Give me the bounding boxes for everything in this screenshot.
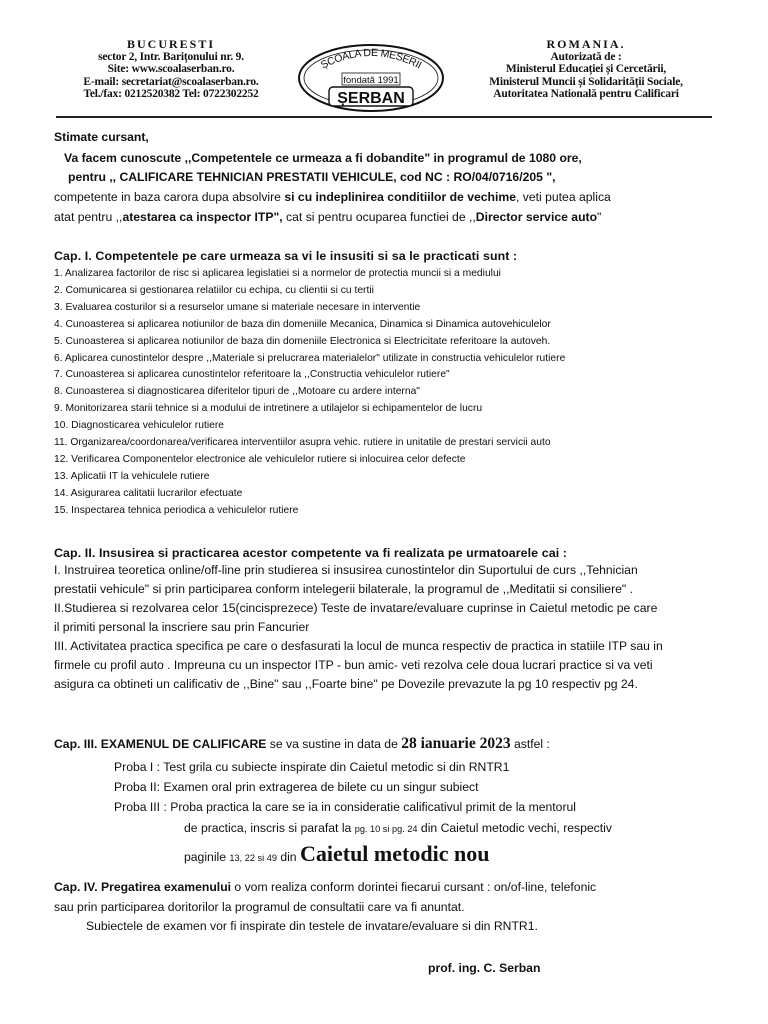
cap4-line-3: Subiectele de examen vor fi inspirate din testele de invatare/evaluare si din RNTR1.	[86, 919, 538, 933]
cap4-title: Cap. IV. Pregatirea examenului	[54, 880, 232, 894]
school-address: sector 2, Intr. Barițonului nr. 9.	[98, 50, 244, 63]
list-item: 2. Comunicarea si gestionarea relatiilor cu echipa, cu clientii si cu tertii	[54, 284, 374, 296]
intro-line-3: competente in baza carora dupa absolvire si cu indeplinirea conditiilor de vechime, veti putea aplica	[54, 190, 611, 204]
cap2-line: asigura ca obtineti un calificativ de ,,Bine" sau ,,Foarte bine" pe Dovezile prevazute la pg 10 respectiv pg 24.	[54, 677, 638, 691]
cap2-line: III. Activitatea practica specifica pe care o desfasurati la locul de munca respectiv de practica in statiile ITP sau in	[54, 639, 663, 653]
signature: prof. ing. C. Serban	[428, 961, 541, 975]
intro-line-1: Va facem cunoscute ,,Competentele ce urmeaza a fi dobandite" in programul de 1080 ore,	[64, 151, 582, 165]
list-item: 6. Aplicarea cunostintelor despre ,,Materiale si prelucrarea materialelor" utilizate in constructia vehiculelor rutiere	[54, 352, 566, 364]
list-item: 9. Monitorizarea starii tehnice si a modului de intretinere a utilajelor si echipamentelor de lucru	[54, 403, 483, 415]
ministry-education: Ministerul Educației și Cercetării,	[505, 63, 667, 75]
proba-1: Proba I : Test grila cu subiecte inspirate din Caietul metodic si din RNTR1	[114, 760, 510, 774]
school-logo	[296, 40, 446, 112]
cap2-line: il primiti personal la inscriere sau prin Fancurier	[54, 620, 310, 634]
service-director: Director service auto	[475, 210, 598, 224]
ministry-labour: Ministerul Muncii și Solidarității Sociale,	[489, 75, 683, 88]
email-label: E-mail:	[83, 75, 120, 88]
list-item: 10. Diagnosticarea vehiculelor rutiere	[54, 420, 224, 432]
list-item: 11. Organizarea/coordonarea/verificarea interventiilor asupra vehic. rutiere in unitatile de prestari servicii auto	[54, 437, 551, 449]
cap2-title: Cap. II. Insusirea si practicarea acestor competente va fi realizata pe urmatoarele cai :	[54, 546, 568, 560]
authorization-block	[460, 38, 712, 101]
list-item: 1. Analizarea factorilor de risc si aplicarea legislatiei si a normelor de protectia muncii si a mediului	[54, 268, 501, 279]
school-email: secretariat@scoalaserban.ro.	[121, 75, 259, 88]
cap1-title: Cap. I. Competentele pe care urmeaza sa vi le insusiti si sa le practicati sunt :	[54, 249, 518, 263]
school-city: BUCURESTI	[126, 37, 216, 51]
cap2-line: I. Instruirea teoretica online/off-line prin studierea si insusirea cunostintelor din Suportului de curs ,,Tehnician	[54, 563, 638, 577]
school-contact-block	[56, 38, 286, 101]
cap3-title: Cap. III. EXAMENUL DE CALIFICARE se va sustine in data de 28 ianuarie 2023 astfel :	[54, 735, 550, 752]
qualification-authority: Autoritatea Natională pentru Calificari	[493, 88, 679, 100]
seniority-condition: si cu indeplinirea conditiilor de vechime	[284, 190, 516, 204]
intro-line-2: pentru ,, CALIFICARE TEHNICIAN PRESTATII VEHICULE, cod NC : RO/04/0716/205 ",	[68, 170, 556, 184]
exam-date: 28 ianuarie 2023	[401, 735, 511, 752]
cap4-line-1: Cap. IV. Pregatirea examenului o vom realiza conform dorintei fiecarui cursant : on/of-line, telefonic	[54, 880, 597, 894]
school-site: Site: www.scoalaserban.ro.	[107, 63, 235, 75]
list-item: 12. Verificarea Componentelor electronice ale vehiculelor rutiere si inlocuirea celor defecte	[54, 453, 466, 465]
school-phone: Tel./fax: 0212520382 Tel: 0722302252	[83, 88, 259, 100]
list-item: 14. Asigurarea calitatii lucrarilor efectuate	[54, 487, 243, 499]
itp-inspector: atestarea ca inspector ITP",	[122, 210, 283, 224]
list-item: 3. Evaluarea costurilor si a resurselor umane si materiale necesare in interventie	[54, 301, 421, 313]
proba-3: Proba III : Proba practica la care se ia in consideratie calificativul primit de la mentorul	[114, 800, 576, 814]
proba-3-line-2: de practica, inscris si parafat la pg. 10 si pg. 24 din Caietul metodic vechi, respectiv	[184, 821, 612, 835]
letterhead	[56, 36, 712, 118]
cap2-line: firmele cu profil auto . Impreuna cu un inspector ITP - bun amic- veti rezolva cele doua lucrari practice si va veti	[54, 658, 653, 672]
competences-list	[54, 266, 565, 520]
cap2-line: II.Studierea si rezolvarea celor 15(cincisprezece) Teste de invatare/evaluare cuprinse in Caietul metodic pe care	[54, 601, 658, 615]
greeting: Stimate cursant,	[54, 130, 149, 144]
logo-top-text: ȘCOALA DE MESERII	[318, 46, 424, 72]
country: ROMANIA.	[546, 37, 626, 51]
list-item: 5. Cunoasterea si aplicarea notiunilor de baza din domeniile Electronica si Electricitate referitoare la autoveh.	[54, 335, 551, 347]
list-item: 7. Cunoasterea si aplicarea cunostintelor referitoare la ,,Constructia vehiculelor rutiere"	[54, 369, 450, 381]
proba-2: Proba II: Examen oral prin extragerea de bilete cu un singur subiect	[114, 780, 479, 794]
authorized-by: Autorizată de :	[550, 50, 622, 63]
cap2-line: prestatii vehicule" si prin participarea conform intelegerii bilaterale, la programul de ,,Meditatii si consiliere" .	[54, 582, 634, 596]
list-item: 15. Inspectarea tehnica periodica a vehiculelor rutiere	[54, 504, 299, 516]
list-item: 13. Aplicatii IT la vehiculele rutiere	[54, 470, 210, 482]
proba-3-line-3: paginile 13, 22 si 49 din Caietul metodic nou	[184, 841, 490, 866]
intro-line-4: atat pentru ,,atestarea ca inspector ITP", cat si pentru ocuparea functiei de ,,Director service auto"	[54, 210, 602, 224]
list-item: 4. Cunoasterea si aplicarea notiunilor de baza din domeniile Mecanica, Dinamica si Dinamica autovehiculelor	[54, 318, 551, 330]
cap4-line-2: sau prin participarea doritorilor la programul de consultatii care va fi anuntat.	[54, 900, 465, 914]
logo-founded: fondată 1991	[343, 75, 399, 86]
new-workbook: Caietul metodic nou	[299, 841, 490, 866]
list-item: 8. Cunoasterea si diagnosticarea diferitelor tipuri de ,,Motoare cu ardere interna"	[54, 386, 420, 398]
logo-name: ȘERBAN	[337, 90, 405, 107]
